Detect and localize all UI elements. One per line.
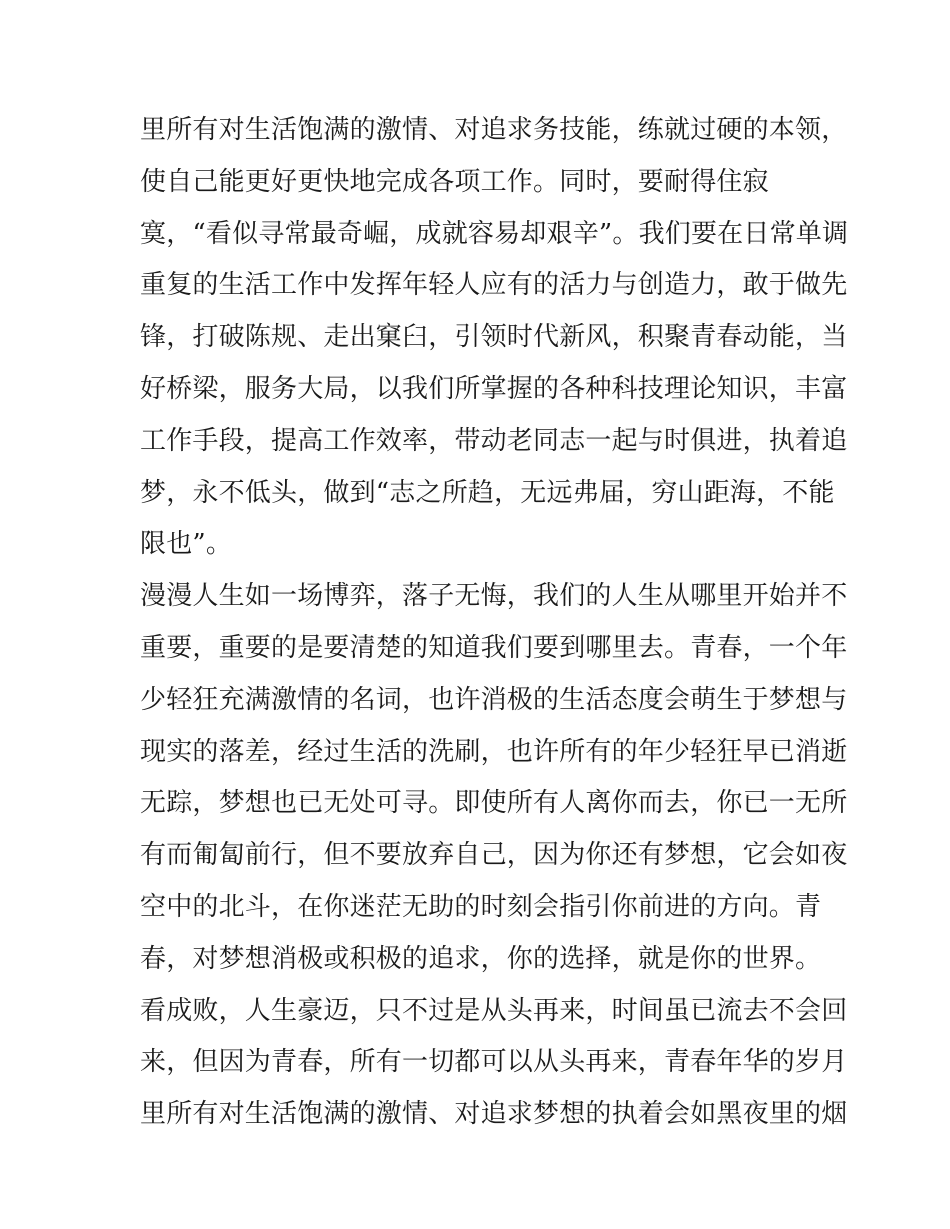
text-line: 工作手段，提高工作效率，带动老同志一起与时俱进，执着追 (140, 425, 848, 456)
body-text (140, 105, 849, 1141)
text-line: 梦，永不低头，做到“志之所趋，无远弗届，穷山距海，不能 (140, 477, 835, 508)
text-line: 来，但因为青春，所有一切都可以从头再来，青春年华的岁月 (140, 1047, 848, 1078)
text-line: 看成败，人生豪迈，只不过是从头再来，时间虽已流去不会回 (140, 995, 848, 1026)
text-line: 有而匍匐前行，但不要放弃自己，因为你还有梦想，它会如夜 (140, 840, 848, 871)
text-line: 里所有对生活饱满的激情、对追求务技能，练就过硬的本领， (140, 115, 848, 145)
text-line: 空中的北斗，在你迷茫无助的时刻会指引你前进的方向。青 (140, 891, 822, 922)
text-line: 好桥梁，服务大局，以我们所掌握的各种科技理论知识，丰富 (140, 373, 848, 404)
text-line: 春，对梦想消极或积极的追求，你的选择，就是你的世界。 (140, 943, 822, 974)
text-line: 寞，“看似寻常最奇崛，成就容易却艰辛”。我们要在日常单调 (140, 218, 849, 249)
text-line: 重要，重要的是要清楚的知道我们要到哪里去。青春，一个年 (140, 632, 848, 663)
text-line: 使自己能更好更快地完成各项工作。同时，要耐得住寂 (140, 166, 769, 197)
text-line: 少轻狂充满激情的名词，也许消极的生活态度会萌生于梦想与 (140, 684, 848, 715)
text-line: 锋，打破陈规、走出窠臼，引领时代新风，积聚青春动能，当 (140, 322, 848, 353)
text-line: 漫漫人生如一场博弈，落子无悔，我们的人生从哪里开始并不 (140, 581, 848, 612)
text-line: 现实的落差，经过生活的洗刷，也许所有的年少轻狂早已消逝 (140, 736, 848, 767)
text-line: 里所有对生活饱满的激情、对追求梦想的执着会如黑夜里的烟 (140, 1099, 848, 1130)
text-line: 重复的生活工作中发挥年轻人应有的活力与创造力，敢于做先 (140, 270, 848, 301)
text-line: 限也”。 (140, 529, 233, 560)
text-line: 无踪，梦想也已无处可寻。即使所有人离你而去，你已一无所 (140, 788, 848, 819)
